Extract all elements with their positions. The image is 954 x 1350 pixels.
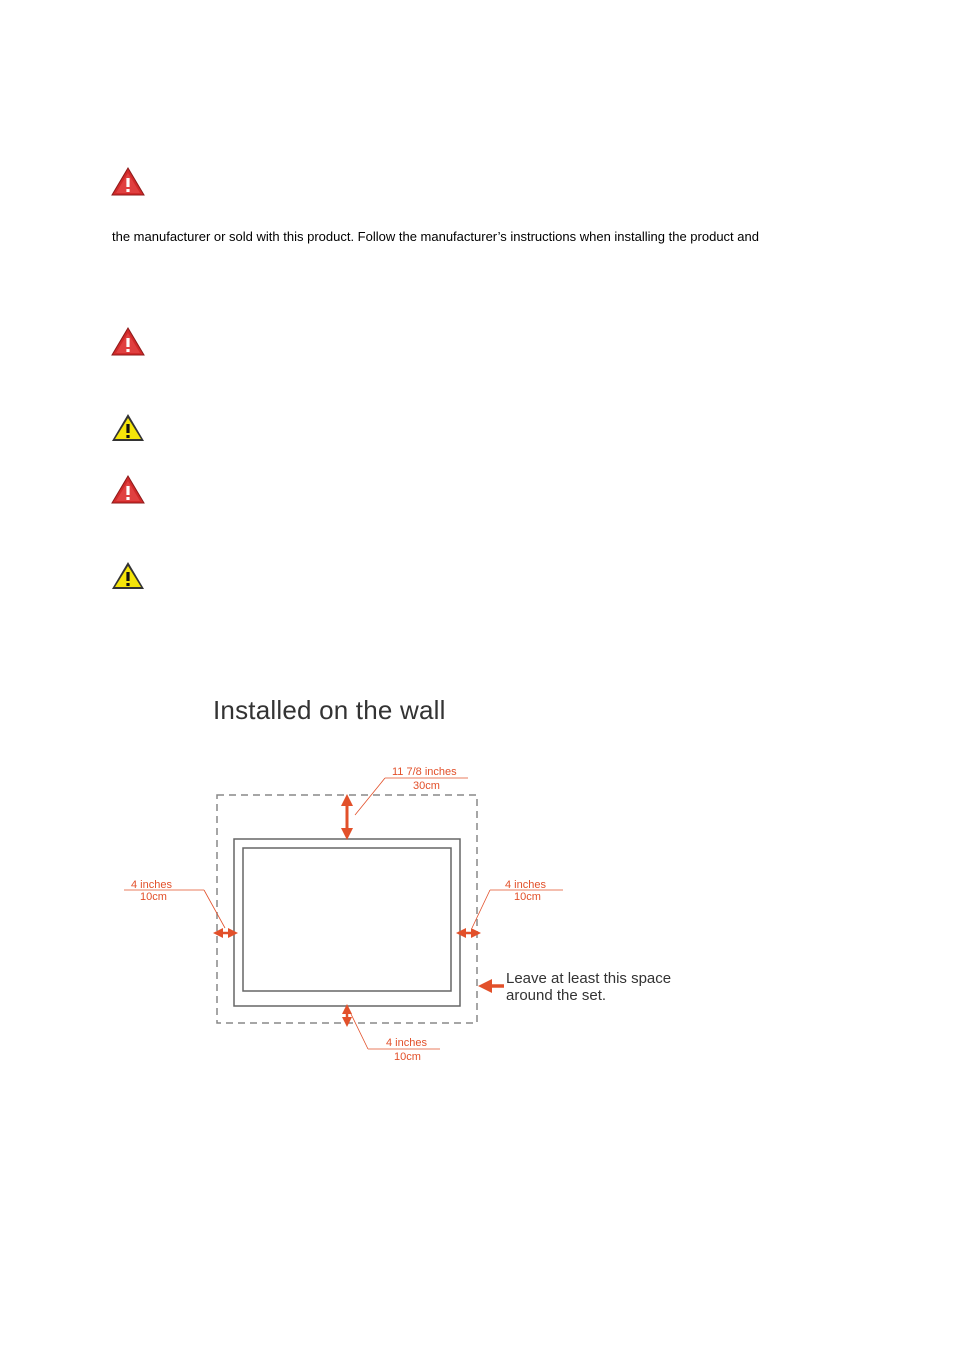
right-gap-inches: 4 inches	[505, 879, 546, 891]
bottom-leader-line	[351, 1014, 368, 1049]
instruction-text: the manufacturer or sold with this product. Follow the manufacturer’s instructions when installing the product and	[112, 229, 759, 244]
left-leader-line	[204, 890, 225, 928]
warning-icon	[110, 326, 146, 358]
tv-outer-frame	[234, 839, 460, 1006]
warning-icon	[110, 474, 146, 506]
top-gap-inches: 11 7/8 inches	[392, 766, 457, 778]
bottom-gap-inches: 4 inches	[386, 1037, 427, 1049]
left-gap-inches: 4 inches	[131, 879, 172, 891]
right-gap-cm: 10cm	[514, 891, 541, 903]
left-gap-cm: 10cm	[140, 891, 167, 903]
tv-screen	[243, 848, 451, 991]
top-gap-cm: 30cm	[413, 780, 440, 792]
wall-clearance-diagram	[110, 760, 710, 1070]
right-leader-line	[472, 890, 490, 928]
note-line-1: Leave at least this space	[506, 970, 672, 987]
caution-icon	[110, 560, 146, 592]
top-leader-line	[355, 778, 385, 815]
bottom-gap-cm: 10cm	[394, 1051, 421, 1063]
caution-icon	[110, 412, 146, 444]
diagram-title: Installed on the wall	[213, 695, 446, 725]
warning-icon	[110, 166, 146, 198]
note-line-2: around the set.	[506, 987, 607, 1004]
